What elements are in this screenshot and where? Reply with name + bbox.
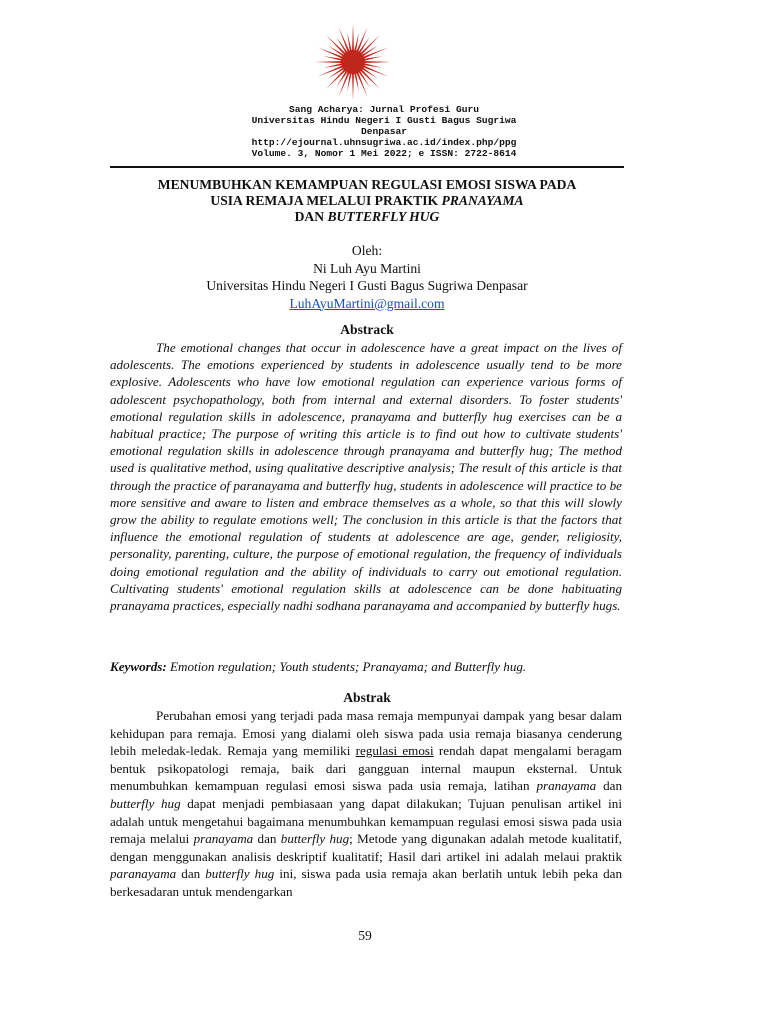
abstract-id-body <box>110 707 622 901</box>
abstract-id-text: ini, siswa pada usia remaja akan berlatih untuk lebih peka dan berkesadaran untuk mendengarkan <box>110 866 623 899</box>
sun-ray <box>352 73 354 100</box>
journal-url[interactable]: http://ejournal.uhnsugriwa.ac.id/index.php/ppg <box>251 137 517 148</box>
abstract-id-text: dan <box>596 778 622 794</box>
title-line3 <box>110 209 624 225</box>
abstract-id-underlined: regulasi emosi <box>355 743 434 759</box>
by-label: Oleh: <box>351 243 383 258</box>
title-line2-italic: PRANAYAMA <box>441 193 524 208</box>
abstract-id-italic: butterfly hug <box>110 795 181 811</box>
abstract-id-text: dan <box>176 866 206 882</box>
author-email-link[interactable]: LuhAyuMartini@gmail.com <box>289 295 445 311</box>
abstract-id-text: dapat menjadi pembiasaan yang dapat dilakukan; Tujuan penulisan artikel ini adalah untuk mengetahui bagaimana menumbuhkan kemampuan regulasi emosi siswa pada usia remaja melalui <box>110 795 622 847</box>
abstract-id-italic: pranayama <box>536 778 597 794</box>
abstract-id-heading: Abstrak <box>343 690 391 705</box>
title-line3-text: DAN <box>294 209 328 224</box>
page-number: 59 <box>358 928 372 943</box>
author-name: Ni Luh Ayu Martini <box>313 260 421 276</box>
abstract-id-text: rendah dapat mengalami beragam bentuk psikopatologi remaja, baik dari gangguan internal maupun eksternal. Untuk menumbuhkan kemampuan regulasi emosi siswa pada usia remaja, latihan <box>110 743 622 794</box>
sun-logo-icon <box>313 22 393 102</box>
sun-ray <box>352 24 354 51</box>
journal-header <box>150 104 618 159</box>
author-affiliation: Universitas Hindu Negeri I Gusti Bagus Sugriwa Denpasar <box>206 278 528 293</box>
abstract-id-text: ; Metode yang digunakan adalah metode kualitatif, dengan menggunakan analisis deskriptif kualitatif; Hasil dari artikel ini adalah melaui praktik <box>110 831 623 864</box>
abstract-id-text: Perubahan emosi yang terjadi pada masa remaja mempunyai dampak yang besar dalam kehidupan para remaja. Emosi yang dialami oleh siswa pada usia remaja biasanya cenderung lebih meledak-ledak. Remaja yang memiliki <box>110 708 622 759</box>
journal-name: Sang Acharya: Jurnal Profesi Guru <box>289 104 479 115</box>
keywords-label: Keywords: <box>110 659 167 674</box>
title-line2-text: USIA REMAJA MELALUI PRAKTIK <box>210 193 442 208</box>
abstract-id-italic: butterfly hug <box>205 866 275 882</box>
abstract-en-heading: Abstrack <box>340 322 394 337</box>
sun-ray <box>315 61 342 63</box>
abstract-id-italic: pranayama <box>193 831 254 847</box>
article-title <box>110 177 624 225</box>
title-line1: MENUMBUHKAN KEMAMPUAN REGULASI EMOSI SISWA PADA <box>157 177 577 192</box>
abstract-id-italic: butterfly hug <box>280 831 350 847</box>
university-line1: Universitas Hindu Negeri I Gusti Bagus Sugriwa <box>251 115 517 126</box>
sun-ray <box>364 61 391 63</box>
abstract-id-italic: paranayama <box>110 866 177 882</box>
keywords-line <box>110 658 624 675</box>
university-line2: Denpasar <box>360 126 408 137</box>
title-line3-italic: BUTTERFLY HUG <box>327 209 440 224</box>
header-divider <box>110 166 624 168</box>
volume-info: Volume. 3, Nomor 1 Mei 2022; e ISSN: 2722-8614 <box>251 148 517 159</box>
keywords-text: Emotion regulation; Youth students; Pranayama; and Butterfly hug. <box>166 659 527 674</box>
abstract-id-text: dan <box>253 831 281 847</box>
title-line2 <box>110 193 624 209</box>
abstract-en-body <box>110 339 622 614</box>
author-block <box>110 242 624 312</box>
abstract-en-text: The emotional changes that occur in adolescence have a great impact on the lives of adolescents. The emotions experienced by students in adolescence usually tend to be more explosive. Adolescents who have low emotional regulation can experience various forms of adolescent psychopathology, both from internal and external disorders. To foster students' emotional regulation skills in adolescence, pranayama and butterfly hug exercises can be a habitual practice; The purpose of writing this article is to find out how to cultivate students' emotional regulation skills in adolescence through pranayama and butterfly hug; The method used is qualitative method, using qualitative descriptive analysis; The result of this article is that through the practice of paranayama and butterfly hug, students in adolescence will practice to be more sensitive and aware to listen and embrace themselves as a whole, so that this will slowly grow the ability to regulate emotions well; The conclusion in this article is that the factors that influence the emotional regulation of students at adolescence are age, gender, religiosity, personality, parenting, culture, the purpose of emotional regulation, the frequency of individuals doing emotional regulation and the ability of individuals to carry out emotional regulation. Cultivating students' emotional regulation skills at adolescence can be done habituating pranayama practices, especially nadhi sodhana paranayama and accompanied by butterfly hugs. <box>110 340 622 614</box>
